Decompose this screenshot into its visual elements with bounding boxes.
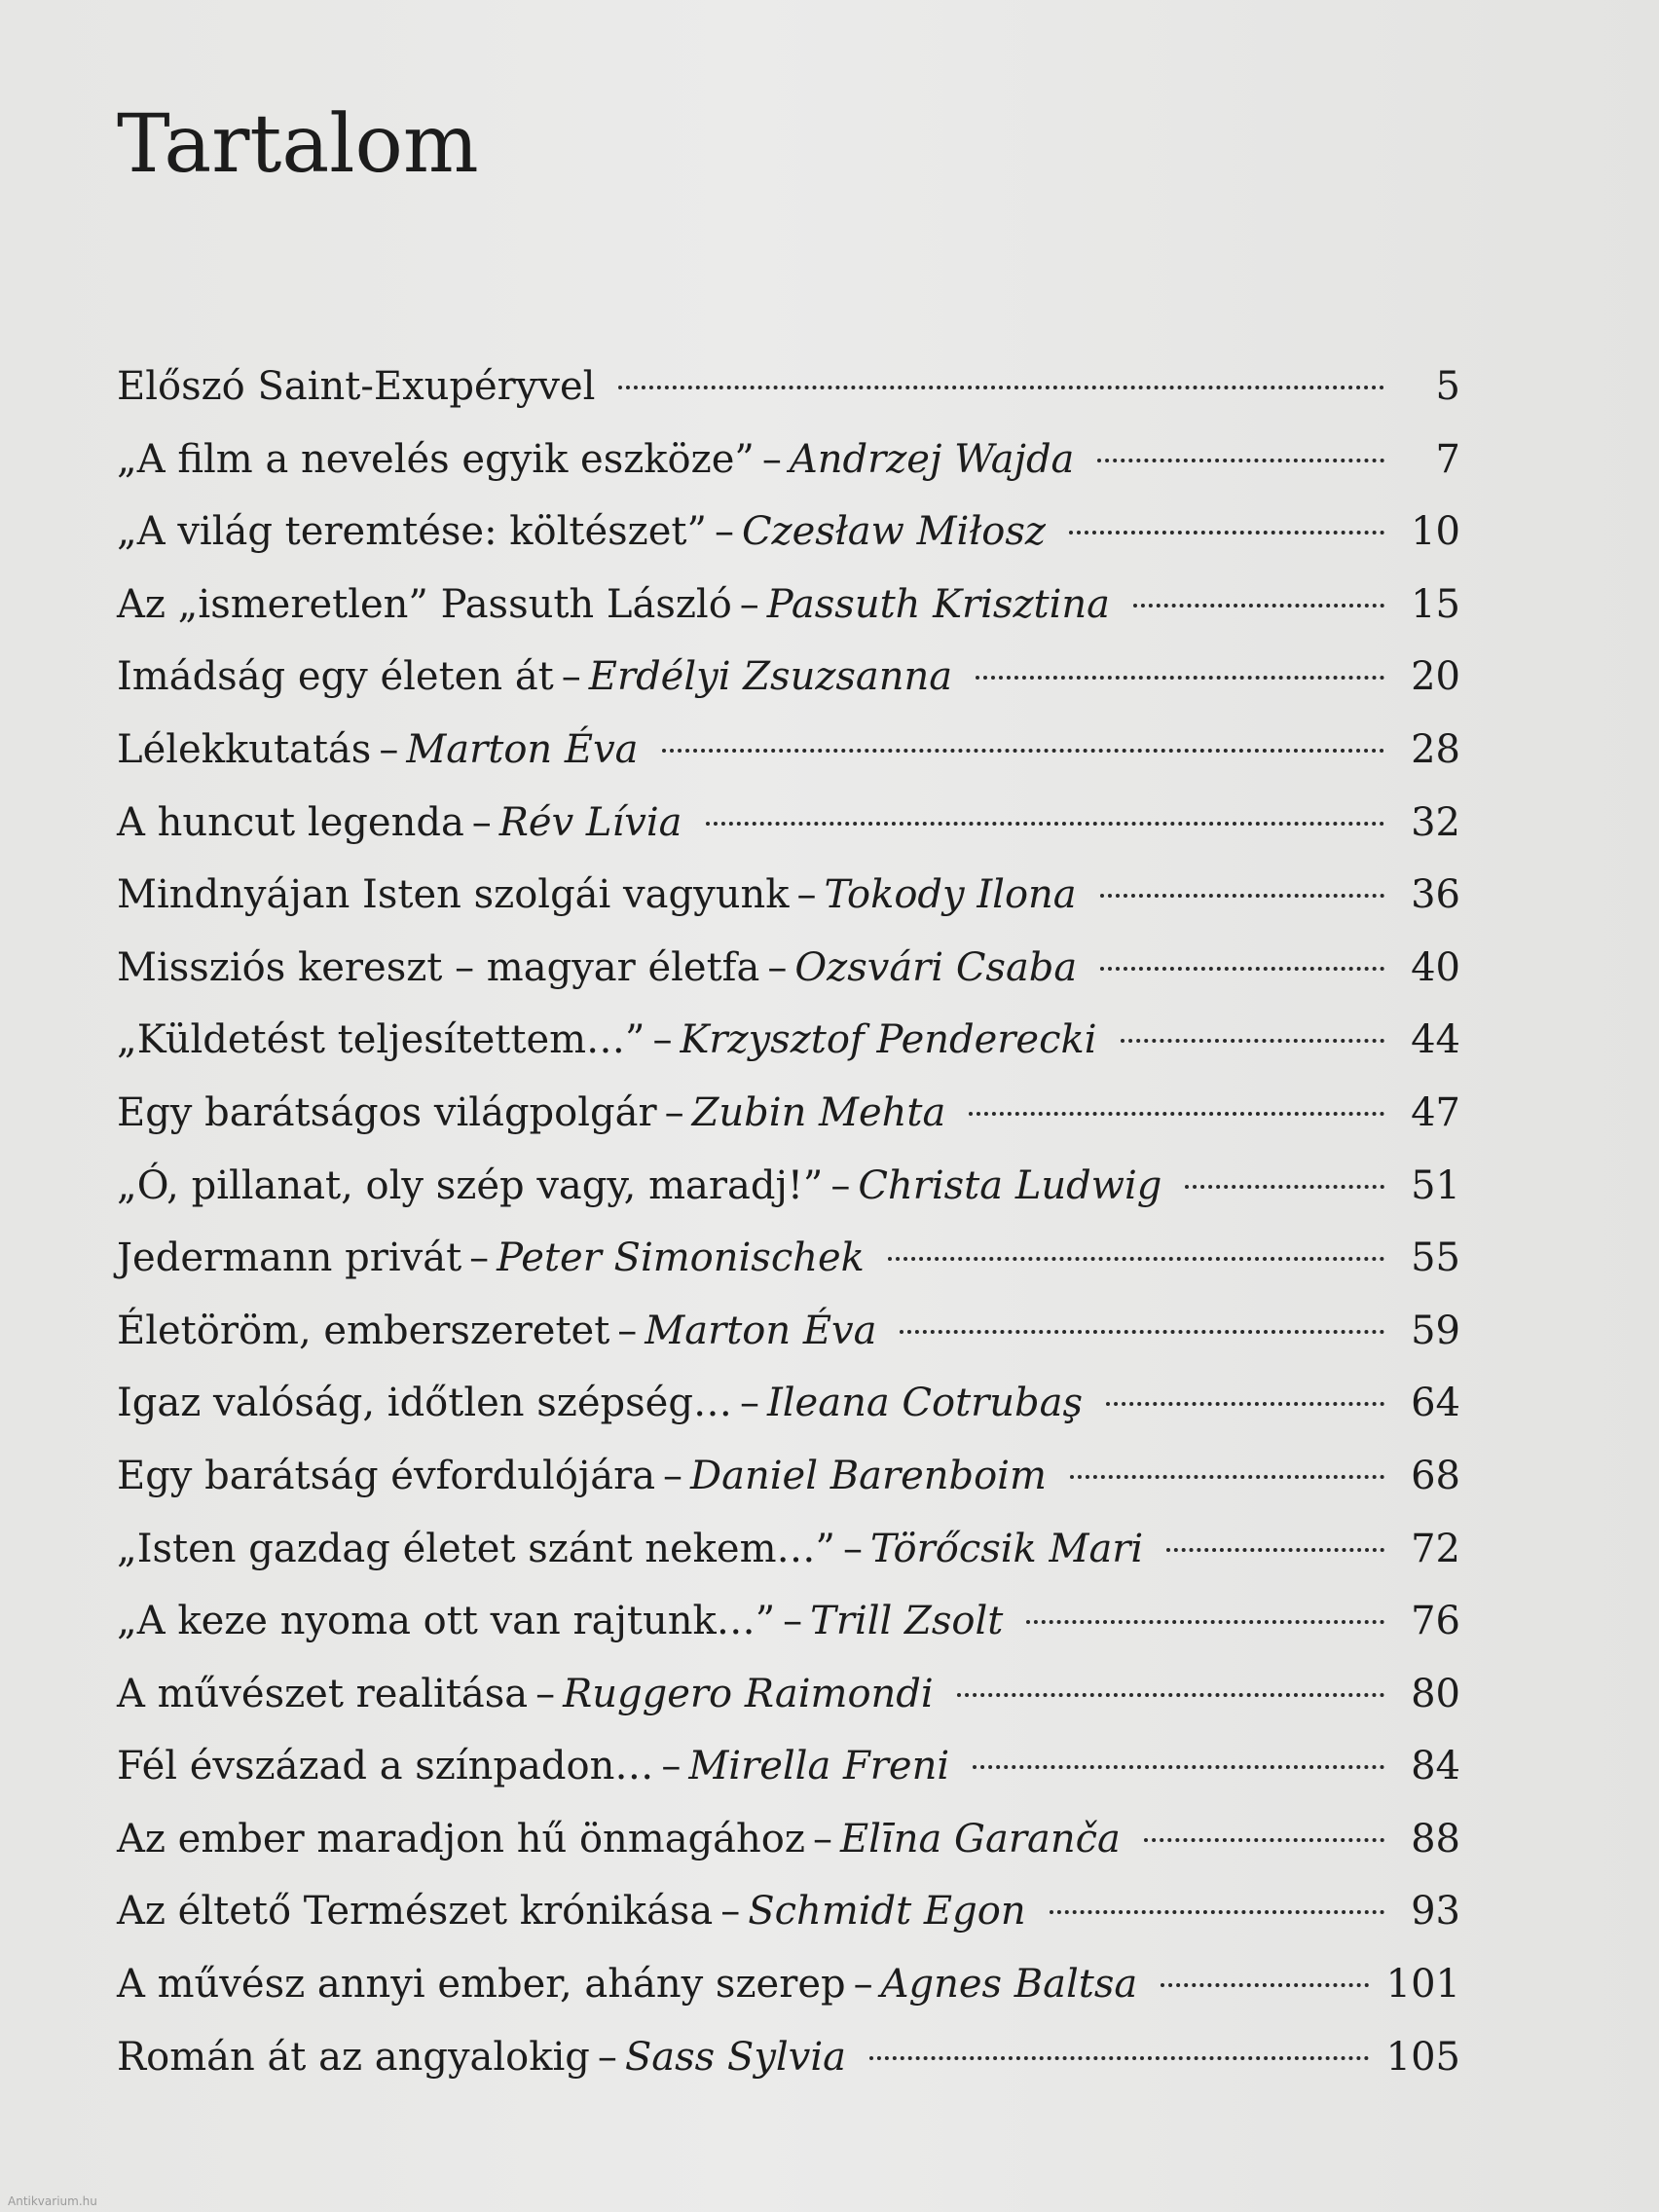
toc-entry-heading: [117, 859, 1077, 932]
toc-entry-title: Előszó Saint-Exupéryvel: [117, 364, 596, 409]
toc-entry: [117, 1875, 1460, 1948]
toc-entry-separator: –: [664, 1089, 684, 1135]
toc-entry-title: Jedermann privát: [117, 1235, 462, 1281]
toc-entry-page-number: 76: [1411, 1599, 1460, 1644]
toc-entry-title: „A világ teremtése: költészet”: [117, 509, 707, 555]
toc-entry-separator: –: [720, 1889, 741, 1935]
toc-entry: [117, 2021, 1460, 2094]
toc-entry-page-number: 51: [1411, 1162, 1460, 1208]
toc-entry-heading: [117, 714, 639, 787]
toc-entry-title: „Küldetést teljesítettem…”: [117, 1017, 645, 1063]
toc-entry-heading: [117, 1513, 1143, 1586]
toc-entry-heading: [117, 569, 1110, 642]
toc-entry-title: Lélekkutatás: [117, 726, 372, 772]
toc-entry: [117, 859, 1460, 932]
toc-entry-title: Az „ismeretlen” Passuth László: [117, 581, 732, 627]
toc-entry: [117, 641, 1460, 714]
toc-entry-heading: [117, 1077, 945, 1150]
toc-entry-heading: [117, 496, 1046, 569]
toc-entry-heading: [117, 350, 595, 424]
dot-leader: [973, 1765, 1384, 1769]
toc-entry-title: „A film a nevelés egyik eszköze”: [117, 436, 755, 482]
toc-entry: [117, 787, 1460, 860]
dot-leader: [1106, 1402, 1384, 1406]
toc-entry-author: Peter Simonischek: [497, 1235, 865, 1281]
dot-leader: [1133, 604, 1384, 608]
toc-entry-heading: [117, 787, 682, 860]
toc-entry: [117, 569, 1460, 642]
toc-entry: [117, 1077, 1460, 1150]
toc-entry-heading: [117, 2021, 846, 2094]
dot-leader: [969, 1112, 1384, 1116]
toc-entry-separator: –: [796, 872, 817, 918]
toc-entry-separator: –: [597, 2034, 617, 2080]
toc-entry-page-number: 28: [1411, 726, 1460, 772]
toc-entry-title: „Isten gazdag életet szánt nekem…”: [117, 1526, 835, 1571]
toc-entry-author: Schmidt Egon: [748, 1889, 1026, 1935]
dot-leader: [618, 386, 1384, 389]
toc-entry-separator: –: [535, 1671, 556, 1716]
toc-entry-author: Ileana Cotrubaş: [766, 1381, 1084, 1426]
toc-entry-page-number: 15: [1411, 581, 1460, 627]
toc-entry-title: Fél évszázad a színpadon…: [117, 1744, 654, 1789]
toc-entry: [117, 1948, 1460, 2021]
toc-entry-title: Mindnyájan Isten szolgái vagyunk: [117, 872, 790, 918]
dot-leader: [1097, 459, 1384, 462]
toc-entry-heading: [117, 1150, 1161, 1223]
toc-entry-separator: –: [842, 1526, 863, 1571]
toc-entry-separator: –: [617, 1308, 638, 1353]
toc-entry-page-number: 5: [1435, 364, 1460, 409]
toc-entry-page-number: 10: [1411, 509, 1460, 555]
toc-entry-title: Igaz valóság, időtlen szépség…: [117, 1381, 732, 1426]
toc-entry: [117, 1222, 1460, 1295]
toc-entry-title: Az éltető Természet krónikása: [117, 1889, 714, 1935]
toc-entry-separator: –: [830, 1162, 851, 1208]
dot-leader: [1144, 1838, 1384, 1842]
toc-entry-author: Mirella Freni: [688, 1744, 950, 1789]
toc-entry-separator: –: [767, 944, 788, 990]
toc-entry-author: Ozsvári Csaba: [794, 944, 1078, 990]
toc-entry-heading: [117, 1585, 1003, 1658]
watermark: Antikvarium.hu: [8, 2194, 97, 2208]
toc-entry-author: Czesław Miłosz: [741, 509, 1046, 555]
toc-entry-author: Krzysztof Penderecki: [680, 1017, 1097, 1063]
toc-entry-title: Imádság egy életen át: [117, 654, 554, 700]
toc-entry-separator: –: [469, 1235, 490, 1281]
toc-entry-author: Sass Sylvia: [624, 2034, 846, 2080]
toc-entry-title: Az ember maradjon hű önmagához: [117, 1816, 805, 1862]
toc-entry-heading: [117, 1875, 1026, 1948]
table-of-contents: [117, 350, 1460, 2093]
toc-entry-page-number: 105: [1385, 2034, 1460, 2080]
toc-entry-title: A művész annyi ember, ahány szerep: [117, 1962, 846, 2008]
toc-entry-page-number: 93: [1411, 1889, 1460, 1935]
toc-entry-heading: [117, 1222, 865, 1295]
toc-entry-page-number: 7: [1435, 436, 1460, 482]
toc-entry: [117, 932, 1460, 1005]
toc-entry-author: Trill Zsolt: [810, 1599, 1004, 1644]
toc-entry-author: Törőcsik Mari: [869, 1526, 1144, 1571]
dot-leader: [1026, 1620, 1384, 1624]
toc-entry-author: Daniel Barenboim: [690, 1453, 1047, 1498]
toc-entry-title: Egy barátság évfordulójára: [117, 1453, 656, 1498]
toc-entry: [117, 1295, 1460, 1368]
toc-entry-separator: –: [812, 1816, 832, 1862]
toc-entry-separator: –: [561, 654, 581, 700]
toc-entry-author: Passuth Krisztina: [766, 581, 1111, 627]
toc-entry-separator: –: [661, 1744, 682, 1789]
toc-entry: [117, 1513, 1460, 1586]
toc-entry: [117, 350, 1460, 424]
dot-leader: [900, 1330, 1384, 1334]
toc-entry: [117, 1658, 1460, 1731]
dot-leader: [1100, 894, 1384, 898]
toc-entry-author: Ruggero Raimondi: [563, 1671, 934, 1716]
toc-entry-heading: [117, 1367, 1083, 1440]
toc-entry-page-number: 101: [1385, 1962, 1460, 2008]
toc-entry-heading: [117, 1948, 1137, 2021]
dot-leader: [706, 822, 1385, 826]
toc-entry-page-number: 80: [1411, 1671, 1460, 1716]
toc-entry-page-number: 72: [1411, 1526, 1460, 1571]
toc-entry-separator: –: [783, 1599, 803, 1644]
toc-entry-separator: –: [739, 1381, 759, 1426]
toc-entry: [117, 1367, 1460, 1440]
toc-entry-page-number: 36: [1411, 872, 1460, 918]
toc-entry-author: Marton Éva: [645, 1308, 877, 1353]
toc-entry-page-number: 68: [1411, 1453, 1460, 1498]
dot-leader: [662, 749, 1384, 753]
toc-entry-author: Zubin Mehta: [691, 1089, 946, 1135]
toc-entry-author: Erdélyi Zsuzsanna: [588, 654, 953, 700]
toc-entry-title: Életöröm, emberszeretet: [117, 1308, 610, 1353]
toc-entry-title: Missziós kereszt – magyar életfa: [117, 944, 760, 990]
toc-entry-page-number: 44: [1411, 1017, 1460, 1063]
toc-entry: [117, 496, 1460, 569]
dot-leader: [1050, 1910, 1384, 1914]
dot-leader: [1100, 967, 1384, 971]
toc-entry-heading: [117, 932, 1077, 1005]
toc-entry-heading: [117, 1440, 1047, 1513]
toc-entry-author: Tokody Ilona: [824, 872, 1077, 918]
toc-entry-page-number: 84: [1411, 1744, 1460, 1789]
toc-entry-author: Agnes Baltsa: [880, 1962, 1138, 2008]
toc-entry-heading: [117, 641, 952, 714]
toc-entry-page-number: 40: [1411, 944, 1460, 990]
toc-entry: [117, 424, 1460, 497]
toc-entry-title: „Ó, pillanat, oly szép vagy, maradj!”: [117, 1162, 824, 1208]
toc-entry-author: Christa Ludwig: [858, 1162, 1162, 1208]
toc-entry-separator: –: [471, 799, 492, 845]
dot-leader: [976, 676, 1384, 680]
toc-entry-page-number: 64: [1411, 1381, 1460, 1426]
dot-leader: [888, 1257, 1384, 1261]
toc-entry-separator: –: [652, 1017, 673, 1063]
toc-entry-title: „A keze nyoma ott van rajtunk…”: [117, 1599, 776, 1644]
toc-entry-author: Elīna Garanča: [839, 1816, 1121, 1862]
toc-entry-page-number: 88: [1411, 1816, 1460, 1862]
toc-entry: [117, 1150, 1460, 1223]
toc-entry: [117, 1004, 1460, 1077]
toc-entry-heading: [117, 1730, 949, 1803]
toc-entry-page-number: 55: [1411, 1235, 1460, 1281]
dot-leader: [1069, 531, 1384, 535]
dot-leader: [869, 2056, 1369, 2060]
toc-entry-title: Román át az angyalokig: [117, 2034, 590, 2080]
toc-entry: [117, 1730, 1460, 1803]
toc-entry-author: Marton Éva: [406, 726, 639, 772]
page-title: Tartalom: [117, 98, 479, 191]
toc-entry-separator: –: [714, 509, 734, 555]
dot-leader: [1185, 1185, 1384, 1189]
toc-entry-heading: [117, 1803, 1121, 1876]
toc-entry: [117, 714, 1460, 787]
toc-entry-page-number: 20: [1411, 654, 1460, 700]
toc-entry-heading: [117, 424, 1074, 497]
toc-entry-heading: [117, 1004, 1097, 1077]
toc-entry-separator: –: [379, 726, 399, 772]
toc-entry-page-number: 32: [1411, 799, 1460, 845]
toc-entry-separator: –: [761, 436, 782, 482]
toc-entry-author: Andrzej Wajda: [789, 436, 1075, 482]
dot-leader: [1070, 1475, 1384, 1479]
toc-entry-heading: [117, 1658, 934, 1731]
toc-entry-separator: –: [663, 1453, 683, 1498]
dot-leader: [1166, 1548, 1384, 1552]
toc-entry-author: Rév Lívia: [498, 799, 682, 845]
toc-entry-heading: [117, 1295, 876, 1368]
toc-entry: [117, 1585, 1460, 1658]
toc-entry-separator: –: [739, 581, 759, 627]
toc-entry-separator: –: [853, 1962, 873, 2008]
dot-leader: [1121, 1039, 1384, 1043]
dot-leader: [957, 1693, 1384, 1697]
toc-entry-title: Egy barátságos világpolgár: [117, 1089, 657, 1135]
toc-entry: [117, 1440, 1460, 1513]
toc-entry: [117, 1803, 1460, 1876]
toc-entry-title: A művészet realitása: [117, 1671, 529, 1716]
toc-entry-page-number: 59: [1411, 1308, 1460, 1353]
toc-entry-page-number: 47: [1411, 1089, 1460, 1135]
toc-entry-title: A huncut legenda: [117, 799, 464, 845]
dot-leader: [1161, 1983, 1368, 1987]
